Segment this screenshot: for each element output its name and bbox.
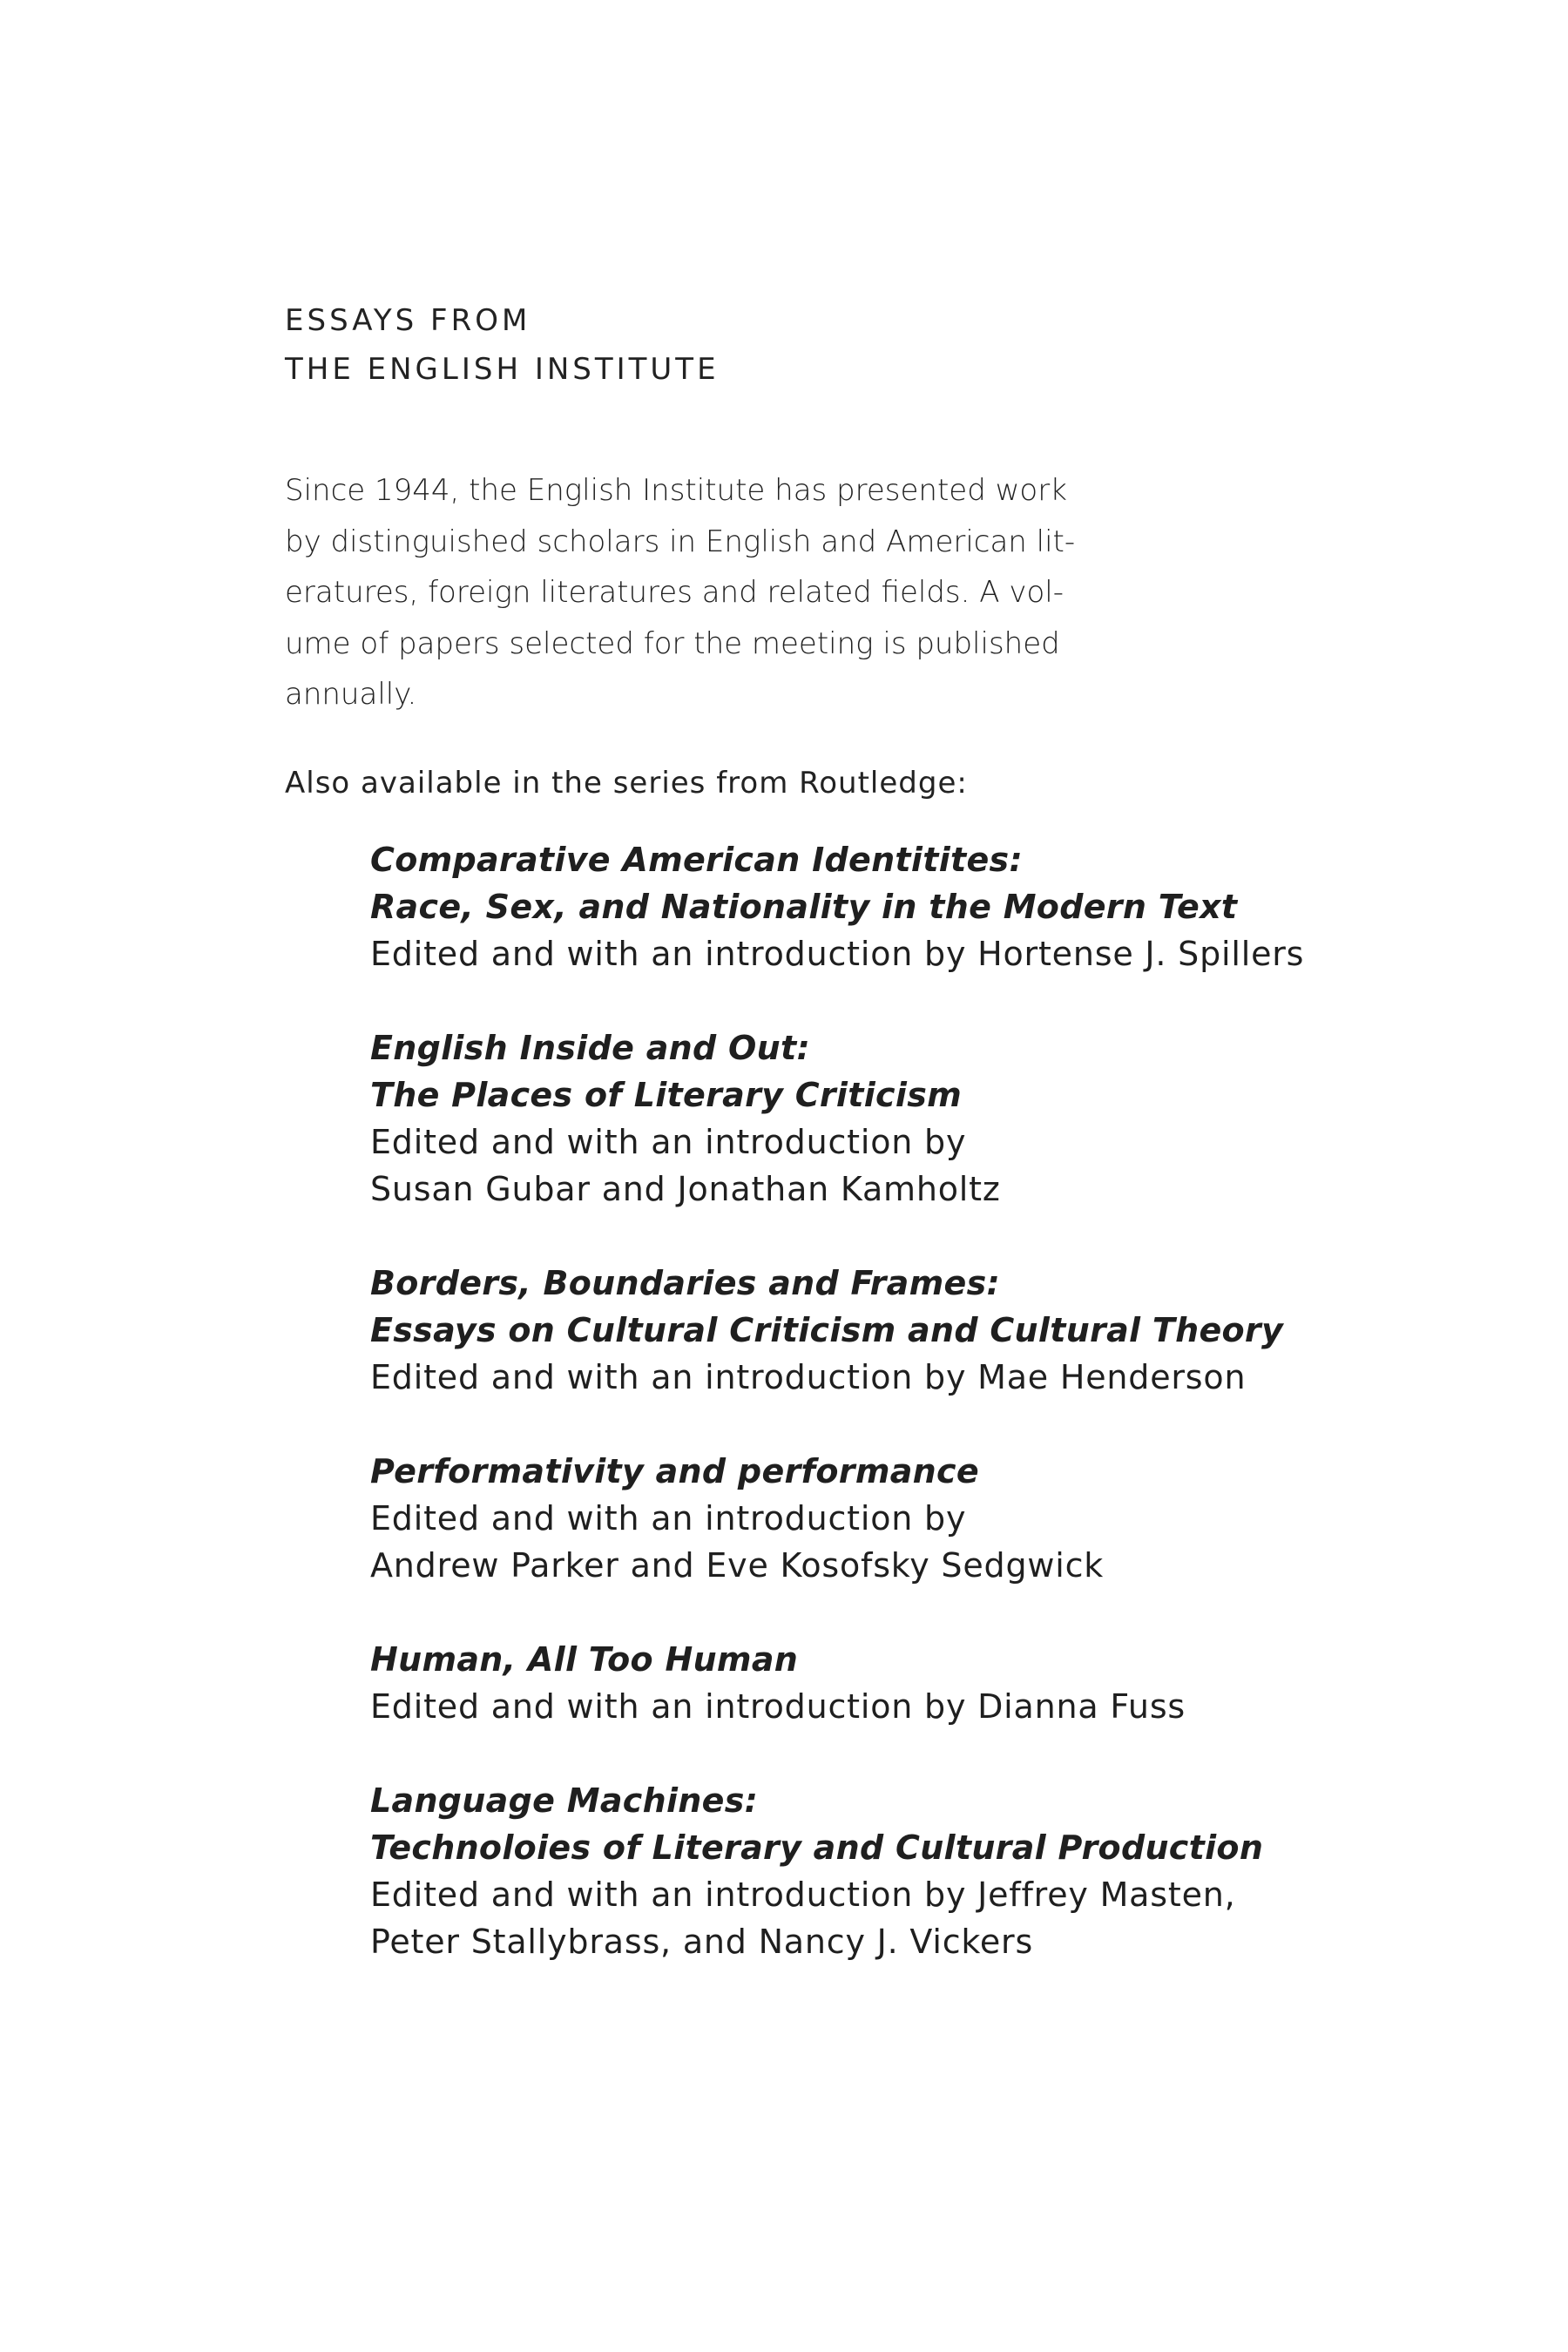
book-entry — [370, 1024, 1503, 1213]
book-entry — [370, 1636, 1503, 1730]
book-entry — [370, 1448, 1503, 1589]
book-entry — [370, 836, 1503, 977]
also-available-label: Also available in the series from Routledge: — [285, 766, 968, 801]
book-credit-line: Edited and with an introduction by — [370, 1499, 967, 1538]
book-entry — [370, 1260, 1503, 1401]
book-list — [370, 836, 1503, 2012]
book-title-line: Race, Sex, and Nationality in the Modern Text — [370, 888, 1238, 926]
description-line: by distinguished scholars in English and American lit- — [285, 524, 1076, 559]
book-entry — [370, 1777, 1503, 1965]
description-line: ume of papers selected for the meeting is published — [285, 625, 1060, 661]
description-line: annually. — [285, 677, 417, 712]
series-description — [285, 465, 1086, 720]
book-title-line: Borders, Boundaries and Frames: — [370, 1264, 1000, 1302]
series-heading-line: THE ENGLISH INSTITUTE — [285, 352, 720, 387]
book-credit-line: Andrew Parker and Eve Kosofsky Sedgwick — [370, 1546, 1105, 1585]
book-credit-line: Edited and with an introduction by Dianna Fuss — [370, 1687, 1186, 1726]
series-heading-line: ESSAYS FROM — [285, 303, 531, 338]
book-credit-line: Edited and with an introduction by Mae Henderson — [370, 1358, 1247, 1396]
book-credit-line: Edited and with an introduction by Hortense J. Spillers — [370, 935, 1305, 973]
book-title-line: Language Machines: — [370, 1781, 759, 1820]
book-title-line: Technoloies of Literary and Cultural Production — [370, 1828, 1264, 1867]
series-heading — [285, 296, 720, 394]
book-credit-line: Susan Gubar and Jonathan Kamholtz — [370, 1170, 1001, 1208]
description-line: Since 1944, the English Institute has presented work — [285, 473, 1067, 508]
description-line: eratures, foreign literatures and related fields. A vol- — [285, 575, 1064, 610]
book-credit-line: Edited and with an introduction by Jeffrey Masten, — [370, 1876, 1236, 1914]
book-title-line: English Inside and Out: — [370, 1029, 810, 1067]
book-title-line: Comparative American Identitites: — [370, 841, 1023, 879]
book-title-line: The Places of Literary Criticism — [370, 1076, 963, 1114]
book-title-line: Performativity and performance — [370, 1452, 979, 1490]
book-title-line: Essays on Cultural Criticism and Cultural Theory — [370, 1311, 1284, 1349]
book-title-line: Human, All Too Human — [370, 1640, 799, 1679]
book-credit-line: Peter Stallybrass, and Nancy J. Vickers — [370, 1923, 1034, 1961]
book-credit-line: Edited and with an introduction by — [370, 1123, 967, 1161]
